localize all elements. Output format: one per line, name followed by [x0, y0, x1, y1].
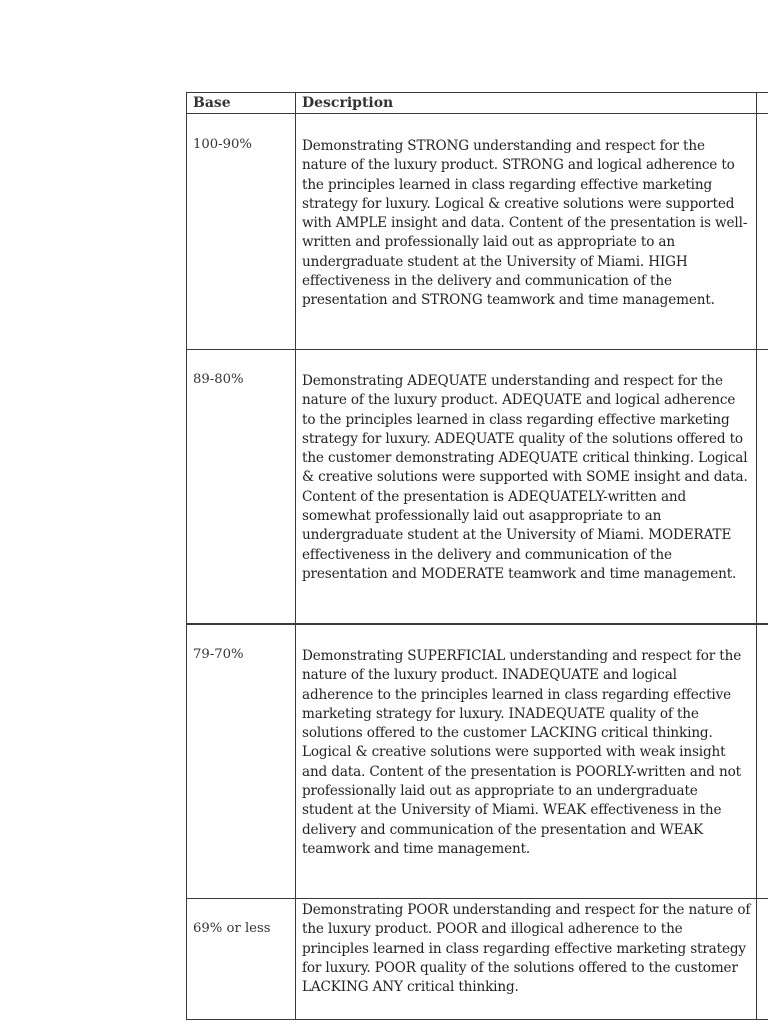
extra-cell [757, 899, 768, 1020]
table-row [187, 350, 768, 625]
description-cell [296, 624, 757, 899]
extra-cell [757, 350, 768, 625]
header-description: Description [296, 93, 757, 114]
base-cell: 79-70% [187, 624, 296, 899]
description-cell [296, 114, 757, 350]
base-cell: 89-80% [187, 350, 296, 625]
base-cell: 100-90% [187, 114, 296, 350]
description-text: Demonstrating ADEQUATE understanding and respect for the nature of the luxury product. ADEQUATE and logical adherence to the principles learned in class regarding effective marketing strategy for luxury. ADEQUATE quality of the solutions offered to the customer demonstrating ADEQUATE critical thinking. Logical & creative solutions were supported with SOME insight and data. Content of the presentation is ADEQUATELY-written and somewhat professionally laid out asappropriate to an undergraduate student at the University of Miami. MODERATE effectiveness in the delivery and communication of the presentation and MODERATE teamwork and time management. [302, 373, 748, 582]
rubric-table [186, 92, 768, 1020]
description-text: Demonstrating SUPERFICIAL understanding and respect for the nature of the luxury product. INADEQUATE and logical adherence to the principles learned in class regarding effective marketing strategy for luxury. INADEQUATE quality of the solutions offered to the customer LACKING critical thinking. Logical & creative solutions were supported with weak insight and data. Content of the presentation is POORLY-written and not professionally laid out as appropriate to an undergraduate student at the University of Miami. WEAK effectiveness in the delivery and communication of the presentation and WEAK teamwork and time management. [302, 648, 742, 857]
description-cell [296, 899, 757, 1020]
table-row [187, 624, 768, 899]
header-extra-cell [757, 93, 768, 114]
description-text: Demonstrating STRONG understanding and respect for the nature of the luxury product. STRONG and logical adherence to the principles learned in class regarding effective marketing strategy for luxury. Logical & creative solutions were supported with AMPLE insight and data. Content of the presentation is well-written and professionally laid out as appropriate to an undergraduate student at the University of Miami. HIGH effectiveness in the delivery and communication of the presentation and STRONG teamwork and time management. [302, 138, 748, 309]
table-row [187, 114, 768, 350]
table-header-row [187, 93, 768, 114]
header-base: Base [187, 93, 296, 114]
base-cell: 69% or less [187, 899, 296, 1020]
extra-cell [757, 114, 768, 350]
extra-cell [757, 624, 768, 899]
table-row [187, 899, 768, 1020]
description-text: Demonstrating POOR understanding and respect for the nature of the luxury product. POOR and illogical adherence to the principles learned in class regarding effective marketing strategy for luxury. POOR quality of the solutions offered to the customer LACKING ANY critical thinking. [302, 902, 751, 996]
description-cell [296, 350, 757, 625]
